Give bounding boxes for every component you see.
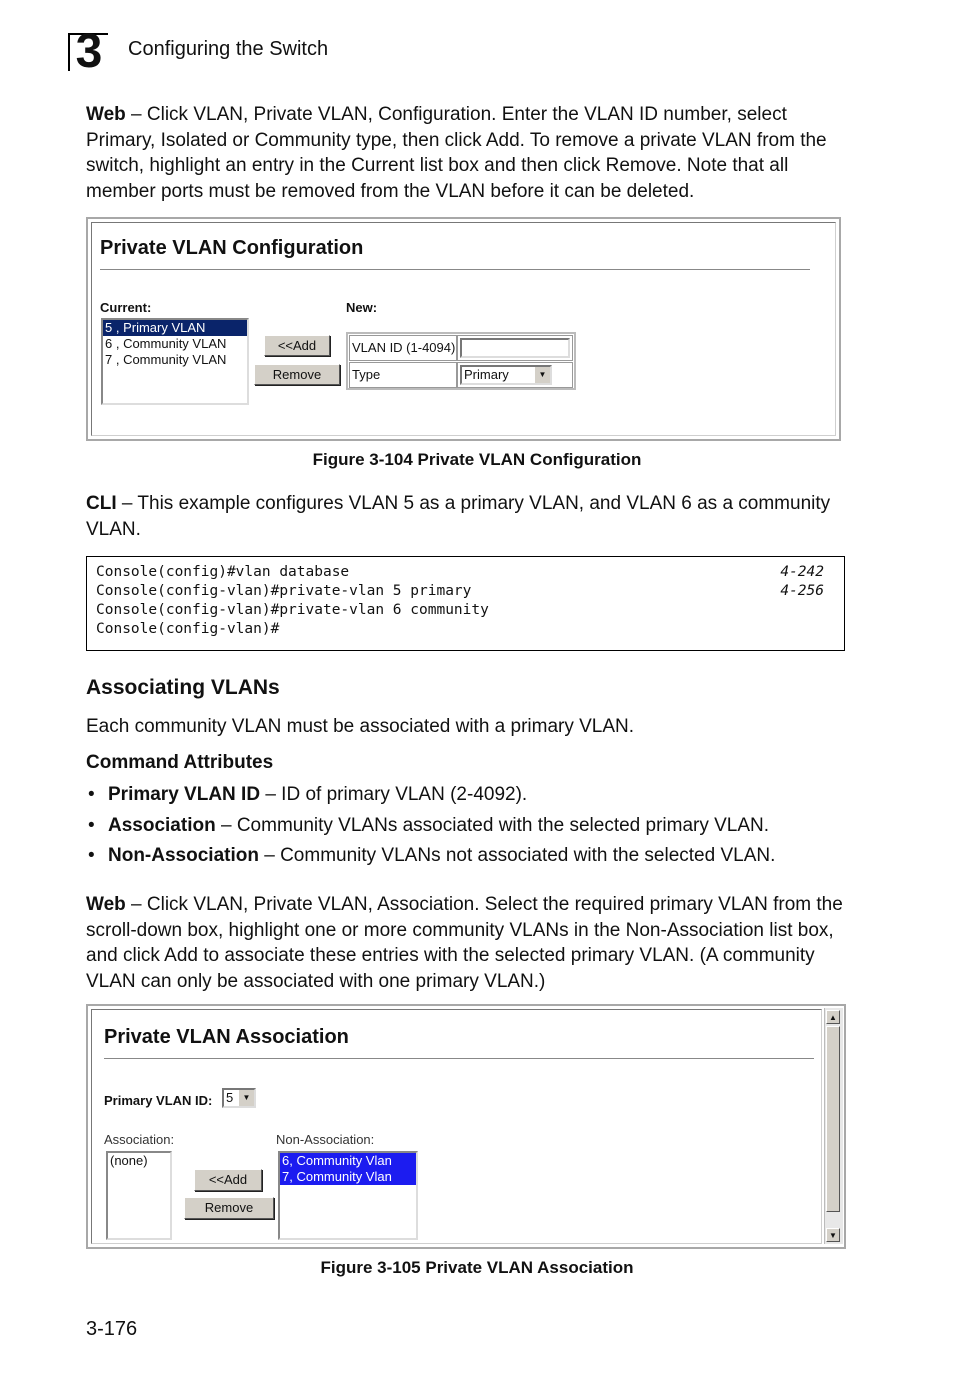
primary-vlan-value: 5 bbox=[226, 1090, 234, 1105]
association-label: Association: bbox=[104, 1132, 175, 1147]
fig105-title-rule bbox=[104, 1058, 814, 1059]
running-title: Configuring the Switch bbox=[128, 38, 329, 60]
non-association-listbox[interactable] bbox=[278, 1151, 418, 1240]
new-label: New: bbox=[346, 300, 378, 315]
type-select[interactable] bbox=[460, 365, 552, 385]
vlan-id-label: VLAN ID (1-4094) bbox=[349, 335, 457, 361]
remove-button[interactable]: Remove bbox=[254, 364, 340, 385]
section-intro: Each community VLAN must be associated with a primary VLAN. bbox=[86, 716, 635, 737]
bullet-term: Primary VLAN ID bbox=[108, 784, 261, 805]
intro-lead: Web bbox=[86, 104, 126, 125]
attributes-heading: Command Attributes bbox=[86, 752, 274, 773]
bullet-dot: • bbox=[88, 845, 95, 866]
add-button[interactable]: <<Add bbox=[194, 1169, 262, 1191]
fig104-title-rule bbox=[100, 269, 810, 270]
current-vlan-item[interactable]: 7 , Community VLAN bbox=[105, 352, 227, 367]
non-association-item[interactable]: 7, Community Vlan bbox=[280, 1169, 416, 1185]
code-line: Console(config-vlan)#private-vlan 5 primary bbox=[96, 583, 472, 599]
cli-paragraph bbox=[86, 491, 846, 542]
section-heading: Associating VLANs bbox=[86, 676, 280, 699]
web2-paragraph bbox=[86, 892, 846, 994]
non-association-label: Non-Association: bbox=[276, 1132, 375, 1147]
fig105-caption: Figure 3-105 Private VLAN Association bbox=[320, 1258, 634, 1277]
figure-private-vlan-configuration bbox=[86, 217, 841, 441]
primary-vlan-label: Primary VLAN ID: bbox=[104, 1093, 213, 1108]
page-number: 3-176 bbox=[86, 1318, 138, 1340]
chevron-down-icon[interactable]: ▼ bbox=[238, 1090, 254, 1106]
current-label: Current: bbox=[100, 300, 152, 315]
association-listbox[interactable] bbox=[106, 1151, 172, 1240]
intro-text: – Click VLAN, Private VLAN, Configuration. Enter the VLAN ID number, select Primary, Isolated or Community type, then click Add. To remove a private VLAN from the switch, highlight an entry in the Current list box and then click Remove. Note that all member ports must be removed from the VLAN before it can be deleted. bbox=[86, 104, 827, 202]
vertical-scrollbar[interactable] bbox=[824, 1008, 843, 1244]
add-button[interactable]: <<Add bbox=[264, 335, 330, 356]
remove-button[interactable]: Remove bbox=[184, 1197, 274, 1219]
current-vlan-item[interactable]: 6 , Community VLAN bbox=[105, 336, 227, 351]
fig104-title: Private VLAN Configuration bbox=[100, 237, 364, 259]
current-vlan-item[interactable]: 5 , Primary VLAN bbox=[103, 320, 247, 336]
code-reference: 4-242 bbox=[780, 564, 824, 580]
scroll-up-icon[interactable]: ▲ bbox=[826, 1010, 840, 1024]
bullet-desc: – Community VLANs associated with the selected primary VLAN. bbox=[215, 815, 770, 836]
code-reference: 4-256 bbox=[780, 583, 824, 599]
type-cell bbox=[457, 362, 573, 388]
vlan-id-cell bbox=[457, 335, 573, 361]
type-select-value: Primary bbox=[464, 367, 509, 382]
type-label: Type bbox=[349, 362, 457, 388]
fig105-title: Private VLAN Association bbox=[104, 1026, 349, 1048]
bullet-desc: – ID of primary VLAN (2-4092). bbox=[260, 784, 528, 805]
bullet-term: Non-Association bbox=[108, 845, 259, 866]
bullet-dot: • bbox=[88, 784, 95, 805]
chevron-down-icon[interactable]: ▼ bbox=[534, 367, 550, 383]
cli-code-block bbox=[86, 556, 845, 651]
scroll-thumb[interactable] bbox=[826, 1026, 840, 1212]
code-line: Console(config-vlan)# bbox=[96, 621, 280, 637]
vlan-id-input[interactable] bbox=[460, 338, 570, 358]
current-vlan-listbox[interactable] bbox=[101, 318, 249, 405]
bullet-term: Association bbox=[108, 815, 216, 836]
code-line: Console(config-vlan)#private-vlan 6 community bbox=[96, 602, 489, 618]
scroll-down-icon[interactable]: ▼ bbox=[826, 1228, 840, 1242]
figure-private-vlan-association bbox=[86, 1004, 846, 1249]
bullet-desc: – Community VLANs not associated with the selected VLAN. bbox=[258, 845, 776, 866]
non-association-item[interactable]: 6, Community Vlan bbox=[280, 1153, 416, 1169]
chapter-number: 3 bbox=[75, 25, 103, 78]
association-item[interactable]: (none) bbox=[110, 1153, 148, 1168]
intro-paragraph bbox=[86, 102, 846, 204]
new-vlan-table bbox=[346, 332, 576, 390]
cli-lead: CLI bbox=[86, 493, 117, 514]
web2-lead: Web bbox=[86, 894, 126, 915]
primary-vlan-select[interactable] bbox=[222, 1088, 256, 1108]
bullet-dot: • bbox=[88, 815, 95, 836]
fig104-caption: Figure 3-104 Private VLAN Configuration bbox=[312, 450, 642, 469]
cli-text: – This example configures VLAN 5 as a primary VLAN, and VLAN 6 as a community VLAN. bbox=[86, 493, 831, 540]
web2-text: – Click VLAN, Private VLAN, Association. Select the required primary VLAN from the scroll-down box, highlight one or more community VLANs in the Non-Association list box, and click Add to associate these entries with the selected primary VLAN. (A community VLAN can only be associated with one primary VLAN.) bbox=[86, 894, 843, 992]
code-line: Console(config)#vlan database bbox=[96, 564, 350, 580]
